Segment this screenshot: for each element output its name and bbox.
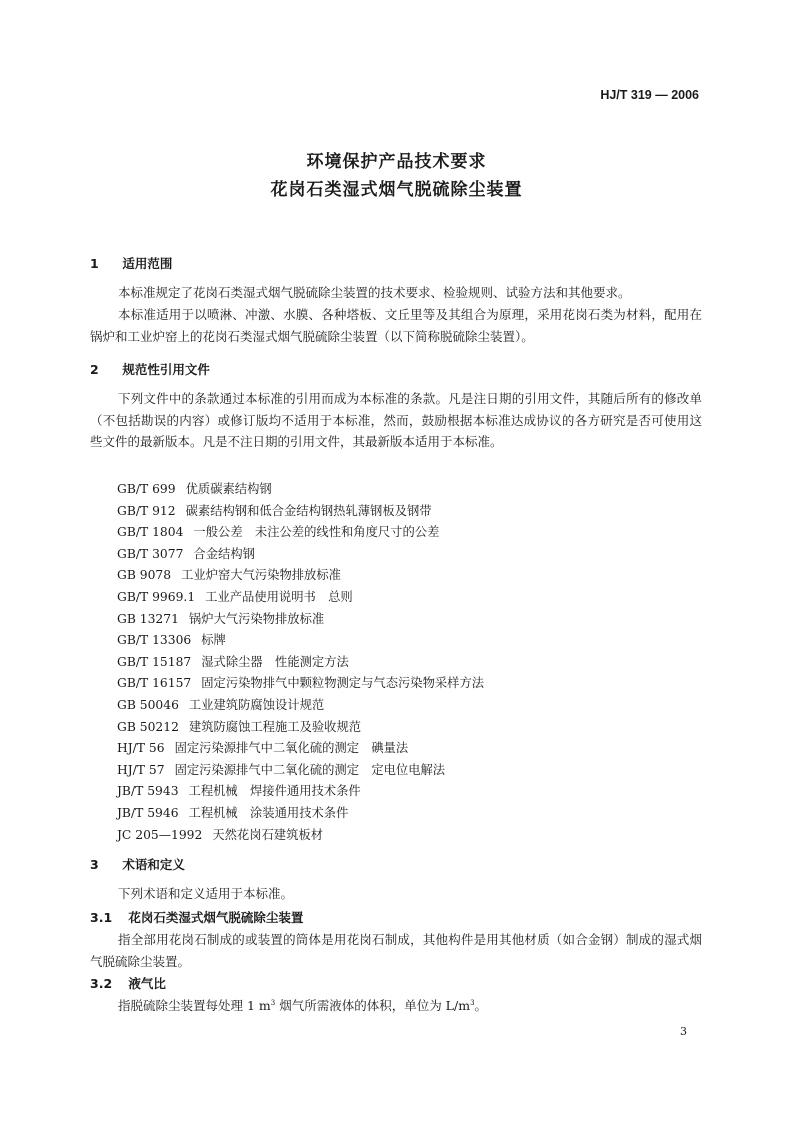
reference-title: 天然花岗石建筑板材 [212,827,323,842]
reference-code: GB/T 1804 [117,525,184,540]
reference-title: 湿式除尘器 性能测定方法 [201,654,349,669]
reference-item [117,760,484,782]
reference-item [117,544,484,566]
reference-code: GB/T 3077 [117,546,184,561]
subsection-number: 3.2 [90,976,113,991]
reference-title: 固定污染物排气中颗粒物测定与气态污染物采样方法 [201,676,485,691]
reference-title: 建筑防腐蚀工程施工及验收规范 [188,719,362,734]
reference-title: 工程机械 焊接件通用技术条件 [188,784,361,799]
reference-title: 固定污染源排气中二氧化硫的测定 定电位电解法 [174,762,446,777]
section-number: 2 [90,362,99,377]
reference-item [117,738,484,760]
subsection-number: 3.1 [90,910,113,925]
page-number: 3 [680,1025,687,1038]
section-2-heading [90,360,210,378]
paragraph-text: 。 [474,998,488,1013]
normative-reference-list [117,479,484,846]
reference-item [117,673,484,695]
section-1-paragraph-1: 本标准规定了花岗石类湿式烟气脱硫除尘装置的技术要求、检验规则、试验方法和其他要求。 [118,285,631,300]
section-number: 3 [90,857,99,872]
section-title: 术语和定义 [122,857,185,872]
reference-code: HJ/T 57 [117,762,165,777]
section-2-paragraph-1: 下列文件中的条款通过本标准的引用而成为本标准的条款。凡是注日期的引用文件，其随后所有的修改单（不包括勘误的内容）或修订版均不适用于本标准，然而，鼓励根据本标准达成协议的各方研究是否可使用这些文件的最新版本。凡是不注日期的引用文件，其最新版本适用于本标准。 [90,391,702,449]
paragraph-text: 指脱硫除尘装置每处理 1 m [118,998,271,1013]
reference-item [117,501,484,523]
paragraph-text: 烟气所需液体的体积，单位为 L/m [275,998,471,1013]
reference-title: 工业建筑防腐蚀设计规范 [188,697,325,712]
section-number: 1 [90,256,99,271]
reference-title: 锅炉大气污染物排放标准 [188,611,325,626]
reference-item [117,479,484,501]
reference-item [117,609,484,631]
reference-title: 工程机械 涂装通用技术条件 [188,805,349,820]
reference-code: JB/T 5943 [117,784,179,799]
superscript-3: 3 [470,998,475,1007]
reference-title: 合金结构钢 [193,546,255,561]
subsection-3-2-paragraph [90,995,702,1017]
section-1-heading [90,254,172,272]
subsection-title: 花岗石类湿式烟气脱硫除尘装置 [128,910,304,925]
reference-code: GB/T 13306 [117,633,192,648]
reference-code: GB/T 912 [117,503,176,518]
reference-code: JB/T 5946 [117,805,179,820]
reference-title: 固定污染源排气中二氧化硫的测定 碘量法 [174,741,409,756]
subsection-3-2-heading [90,974,166,992]
reference-code: GB 50046 [117,697,179,712]
reference-title: 优质碳素结构钢 [185,482,272,496]
reference-code: GB 50212 [117,719,179,734]
reference-code: GB 13271 [117,611,179,626]
reference-item [117,825,484,847]
subsection-3-1-heading [90,908,303,926]
reference-item [117,803,484,825]
subsection-3-1-paragraph: 指全部用花岗石制成的或装置的筒体是用花岗石制成，其他构件是用其他材质（如合金钢）制成的湿式烟气脱硫除尘装置。 [90,932,702,969]
reference-code: GB/T 16157 [117,676,192,691]
reference-title: 工业炉窑大气污染物排放标准 [181,568,341,583]
section-1-paragraph-2: 本标准适用于以喷淋、冲激、水膜、各种塔板、文丘里等及其组合为原理，采用花岗石类为材料，配用在锅炉和工业炉窑上的花岗石类湿式烟气脱硫除尘装置（以下简称脱硫除尘装置）。 [90,307,702,344]
reference-item [117,652,484,674]
reference-code: GB/T 699 [117,482,176,496]
reference-code: GB/T 15187 [117,654,192,669]
reference-item [117,781,484,803]
section-3-heading [90,855,185,873]
superscript-3: 3 [270,998,276,1007]
reference-title: 碳素结构钢和低合金结构钢热轧薄钢板及钢带 [185,503,432,518]
reference-item [117,630,484,652]
reference-code: GB 9078 [117,568,172,583]
reference-code: JC 205—1992 [117,827,203,842]
reference-item [117,695,484,717]
reference-code: HJ/T 56 [117,741,165,756]
reference-code: GB/T 9969.1 [117,589,196,604]
section-title: 适用范围 [122,256,173,271]
reference-title: 一般公差 未注公差的线性和角度尺寸的公差 [193,525,440,540]
section-title: 规范性引用文件 [122,362,210,377]
section-3-paragraph-1: 下列术语和定义适用于本标准。 [118,886,294,901]
document-code: HJ/T 319 — 2006 [600,88,699,102]
page-title-line-1: 环境保护产品技术要求 [306,152,487,172]
reference-item [117,717,484,739]
subsection-title: 液气比 [128,976,166,991]
page-title-line-2: 花岗石类湿式烟气脱硫除尘装置 [270,180,523,200]
reference-title: 标牌 [201,633,226,648]
reference-item [117,522,484,544]
reference-item [117,587,484,609]
reference-title: 工业产品使用说明书 总则 [205,589,353,604]
reference-item [117,565,484,587]
